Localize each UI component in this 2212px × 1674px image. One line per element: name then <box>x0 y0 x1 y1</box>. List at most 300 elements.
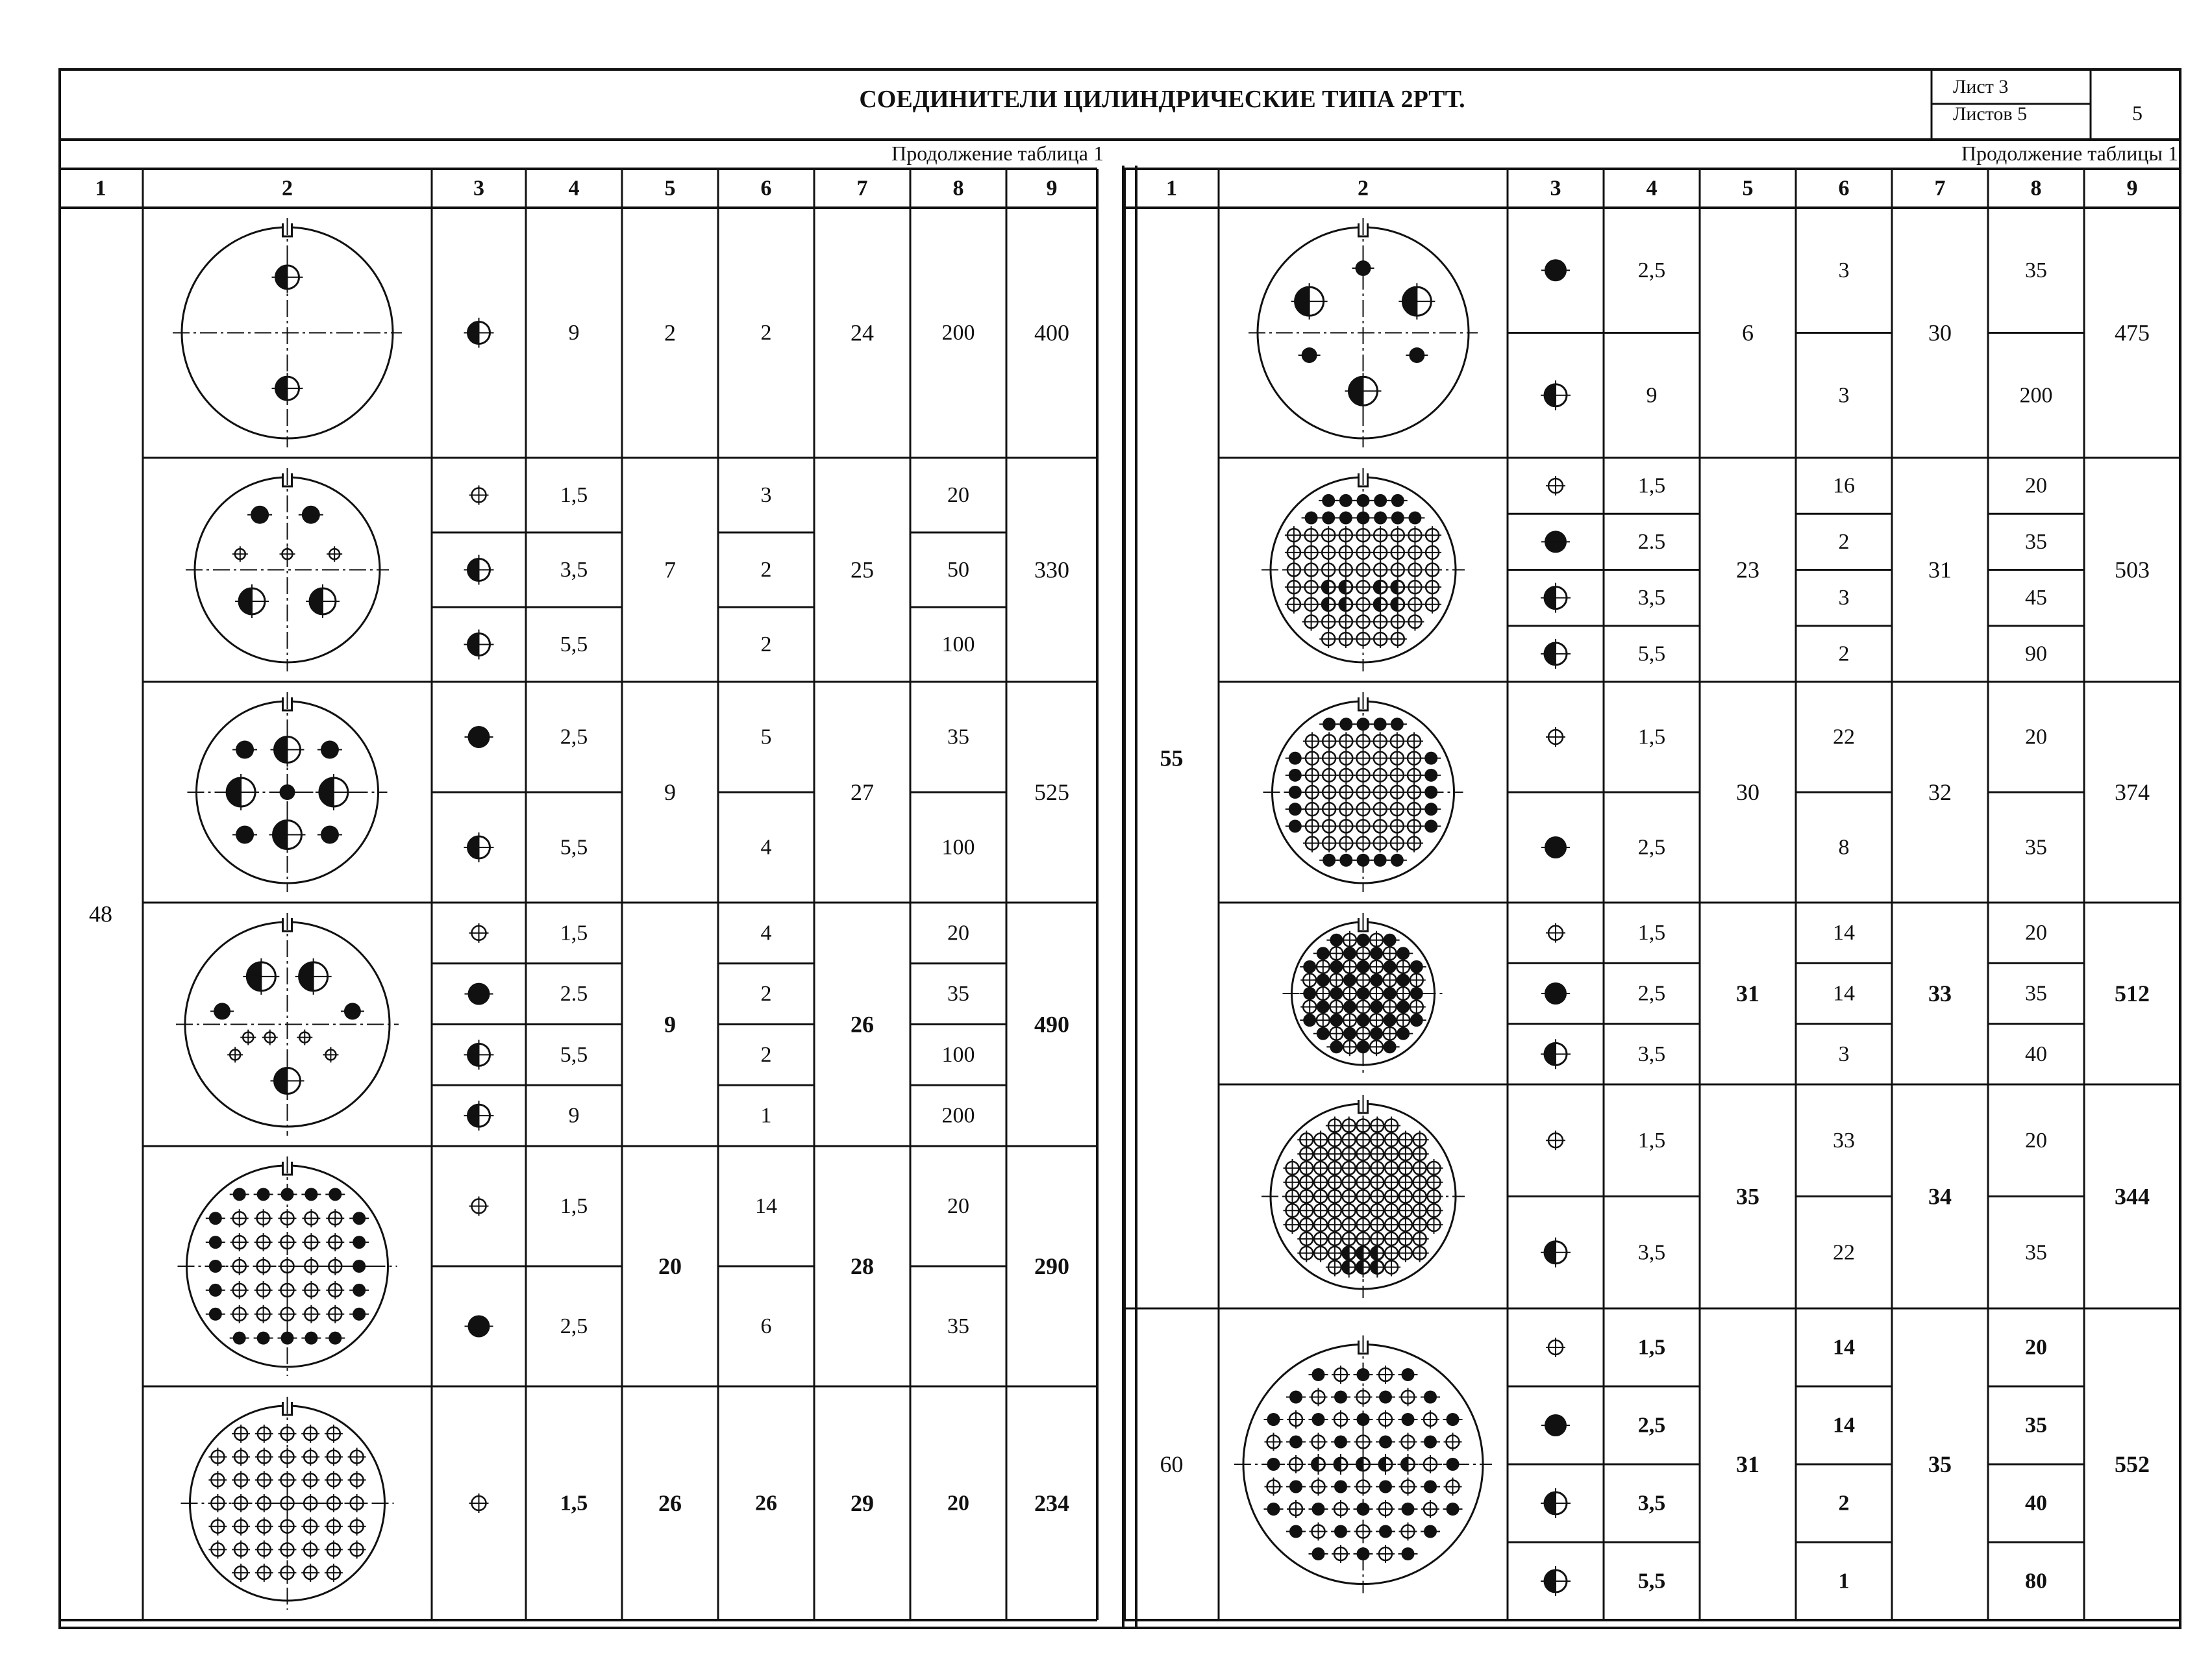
cell-col6: 3 <box>1838 586 1850 610</box>
cell-col8: 200 <box>941 1103 975 1128</box>
cross-contact-icon <box>348 1494 366 1512</box>
cross-contact-icon <box>302 1233 320 1251</box>
cell-col6: 26 <box>755 1491 777 1516</box>
cross-contact-icon <box>232 546 248 562</box>
cross-contact-icon <box>1388 732 1406 750</box>
cell-col8: 35 <box>2025 258 2047 282</box>
connector-face-drawing <box>173 218 402 447</box>
cross-contact-icon <box>1406 526 1424 544</box>
cross-contact-icon <box>1285 595 1303 614</box>
cross-contact-icon <box>1371 732 1389 750</box>
cross-contact-icon <box>232 1494 250 1512</box>
cell-col4: 2,5 <box>1637 258 1666 282</box>
cross-contact-icon <box>469 486 489 505</box>
cell-col8: 20 <box>947 1491 969 1516</box>
cross-contact-icon <box>1388 800 1406 818</box>
cross-contact-icon <box>1337 749 1355 768</box>
cross-contact-icon <box>1337 817 1355 835</box>
size-group-label: 60 <box>1160 1451 1184 1477</box>
cross-contact-icon <box>208 1471 227 1489</box>
cell-col4: 1,5 <box>1637 1128 1666 1153</box>
cross-contact-icon <box>327 546 342 562</box>
cross-contact-icon <box>279 1564 297 1582</box>
cell-col8: 35 <box>2025 1413 2047 1438</box>
column-header: 2 <box>1358 176 1369 201</box>
cell-col4: 1,5 <box>560 1194 588 1218</box>
cell-col6: 5 <box>760 725 772 749</box>
cross-contact-icon <box>208 1540 227 1558</box>
cross-contact-icon <box>1444 1478 1462 1496</box>
cross-contact-icon <box>1425 1216 1443 1234</box>
document-title: СОЕДИНИТЕЛИ ЦИЛИНДРИЧЕСКИЕ ТИПА 2РТТ. <box>859 86 1465 113</box>
cell-col9: 552 <box>2115 1451 2150 1477</box>
cross-contact-icon <box>1332 1410 1350 1429</box>
cross-contact-icon <box>325 1494 343 1512</box>
half-filled-contact-icon <box>464 832 494 862</box>
cross-contact-icon <box>1354 800 1373 818</box>
cell-col4: 9 <box>568 321 580 345</box>
cell-col4: 2,5 <box>560 725 588 749</box>
cross-contact-icon <box>1354 834 1373 853</box>
cross-contact-icon <box>1371 783 1389 801</box>
cross-contact-icon <box>1408 971 1426 989</box>
cross-contact-icon <box>1303 766 1321 784</box>
half-filled-contact-icon <box>295 958 332 995</box>
cell-col5: 9 <box>664 779 676 805</box>
cross-contact-icon <box>326 1305 344 1323</box>
column-header: 5 <box>664 176 676 201</box>
cell-col6: 4 <box>760 835 772 860</box>
column-header: 8 <box>2030 176 2042 201</box>
cell-col6: 14 <box>1833 1413 1855 1438</box>
cross-contact-icon <box>1371 561 1389 579</box>
cell-col6: 2 <box>1838 1491 1850 1516</box>
cross-contact-icon <box>326 1233 344 1251</box>
cell-col6: 1 <box>1838 1569 1850 1593</box>
half-filled-contact-icon <box>1541 1488 1571 1518</box>
cross-contact-icon <box>1320 783 1338 801</box>
cell-col8: 35 <box>2025 1240 2047 1265</box>
cell-col6: 2 <box>760 558 772 582</box>
cross-contact-icon <box>301 1494 319 1512</box>
cell-col7: 29 <box>851 1490 874 1516</box>
cross-contact-icon <box>1423 595 1441 614</box>
cross-contact-icon <box>1354 612 1373 631</box>
cell-col8: 35 <box>2025 835 2047 860</box>
cross-contact-icon <box>1408 998 1426 1016</box>
cross-contact-icon <box>255 1494 273 1512</box>
cross-contact-icon <box>1354 1478 1373 1496</box>
column-header: 5 <box>1742 176 1754 201</box>
cross-contact-icon <box>280 546 295 562</box>
cross-contact-icon <box>1354 766 1373 784</box>
cross-contact-icon <box>1309 1478 1327 1496</box>
cross-contact-icon <box>1332 1366 1350 1384</box>
cell-col4: 2,5 <box>1637 981 1666 1006</box>
cell-col6: 22 <box>1833 725 1855 749</box>
cross-contact-icon <box>255 1425 273 1443</box>
cross-contact-icon <box>1354 543 1373 562</box>
cross-contact-icon <box>1399 1388 1417 1406</box>
cell-col4: 5,5 <box>1637 642 1666 666</box>
cell-col7: 26 <box>851 1011 874 1038</box>
cell-col7: 33 <box>1928 981 1952 1006</box>
half-filled-contact-icon <box>1336 594 1356 615</box>
cross-contact-icon <box>1354 732 1373 750</box>
cross-contact-icon <box>1320 834 1338 853</box>
cell-col6: 8 <box>1838 835 1850 860</box>
cross-contact-icon <box>232 1471 250 1489</box>
cross-contact-icon <box>1389 612 1407 631</box>
cell-col4: 5,5 <box>560 1042 588 1067</box>
left-table-caption: Продолжение таблица 1 <box>891 142 1104 165</box>
cross-contact-icon <box>1405 766 1423 784</box>
cell-col6: 33 <box>1833 1128 1855 1153</box>
half-filled-contact-icon <box>1345 373 1382 409</box>
cross-contact-icon <box>232 1448 250 1466</box>
column-header: 1 <box>95 176 106 201</box>
cell-col7: 25 <box>851 556 874 583</box>
cross-contact-icon <box>255 1233 273 1251</box>
connector-face-drawing <box>181 1397 394 1610</box>
page-number: 5 <box>2132 101 2143 125</box>
cross-contact-icon <box>1337 543 1355 562</box>
cell-col5: 35 <box>1736 1183 1759 1210</box>
cross-contact-icon <box>1354 630 1373 648</box>
cross-contact-icon <box>1354 526 1373 544</box>
cross-contact-icon <box>1303 817 1321 835</box>
cross-contact-icon <box>1546 923 1565 943</box>
cross-contact-icon <box>1406 561 1424 579</box>
cross-contact-icon <box>230 1305 249 1323</box>
cell-col4: 2.5 <box>1637 529 1666 554</box>
cell-col5: 9 <box>664 1011 676 1038</box>
cross-contact-icon <box>1302 561 1321 579</box>
sheet-count-label: Листов 5 <box>1953 103 2028 125</box>
cross-contact-icon <box>1389 630 1407 648</box>
cross-contact-icon <box>279 1305 297 1323</box>
column-header: 7 <box>1934 176 1946 201</box>
sheet-frame <box>60 69 2180 1628</box>
column-header: 9 <box>1046 176 1058 201</box>
cross-contact-icon <box>1354 595 1373 614</box>
connector-table-svg <box>58 68 2181 1630</box>
cross-contact-icon <box>262 1030 278 1045</box>
cross-contact-icon <box>469 923 489 943</box>
cross-contact-icon <box>1287 1410 1305 1429</box>
cell-col5: 30 <box>1736 779 1759 805</box>
cross-contact-icon <box>323 1047 338 1062</box>
cross-contact-icon <box>1371 543 1389 562</box>
cell-col6: 22 <box>1833 1240 1855 1265</box>
cell-col8: 100 <box>941 835 975 860</box>
cross-contact-icon <box>302 1281 320 1299</box>
cross-contact-icon <box>1376 1500 1395 1518</box>
cell-col6: 3 <box>1838 1042 1850 1066</box>
cross-contact-icon <box>1371 526 1389 544</box>
cross-contact-icon <box>1337 526 1355 544</box>
cross-contact-icon <box>1303 834 1321 853</box>
cell-col9: 290 <box>1034 1253 1069 1279</box>
left-table <box>58 169 1097 1620</box>
cross-contact-icon <box>1354 578 1373 596</box>
connector-face-drawing <box>188 692 388 892</box>
cross-contact-icon <box>1389 526 1407 544</box>
cell-col4: 1,5 <box>1637 473 1666 498</box>
cell-col4: 5,5 <box>560 632 588 656</box>
cross-contact-icon <box>1332 1500 1350 1518</box>
cross-contact-icon <box>1421 1410 1439 1429</box>
cross-contact-icon <box>301 1425 319 1443</box>
cross-contact-icon <box>1302 578 1321 596</box>
half-filled-contact-icon <box>1541 381 1571 410</box>
cell-col6: 3 <box>1838 383 1850 408</box>
cell-col5: 31 <box>1736 1451 1759 1477</box>
cross-contact-icon <box>1337 834 1355 853</box>
cross-contact-icon <box>1309 1388 1327 1406</box>
cell-col9: 525 <box>1034 779 1069 805</box>
cross-contact-icon <box>1319 543 1337 562</box>
cross-contact-icon <box>348 1540 366 1558</box>
cross-contact-icon <box>1320 817 1338 835</box>
cross-contact-icon <box>301 1448 319 1466</box>
cell-col8: 45 <box>2025 586 2047 610</box>
cross-contact-icon <box>1406 578 1424 596</box>
cross-contact-icon <box>208 1494 227 1512</box>
connector-face-drawing <box>1263 692 1463 892</box>
cell-col6: 1 <box>760 1103 772 1128</box>
half-filled-contact-icon <box>1541 639 1571 669</box>
cross-contact-icon <box>279 1257 297 1275</box>
cross-contact-icon <box>255 1281 273 1299</box>
cell-col4: 9 <box>1646 383 1658 408</box>
column-header: 6 <box>760 176 772 201</box>
cell-col6: 14 <box>755 1194 777 1218</box>
cell-col8: 20 <box>947 921 969 945</box>
connector-face-drawing <box>1234 1336 1492 1593</box>
cross-contact-icon <box>469 1493 489 1513</box>
cross-contact-icon <box>279 1233 297 1251</box>
cross-contact-icon <box>1546 727 1565 747</box>
half-filled-contact-icon <box>243 958 279 995</box>
cross-contact-icon <box>301 1564 319 1582</box>
cross-contact-icon <box>1302 595 1321 614</box>
connector-face-drawing <box>178 1156 397 1376</box>
cell-col6: 3 <box>760 483 772 507</box>
cross-contact-icon <box>1354 1432 1373 1451</box>
cross-contact-icon <box>227 1047 243 1062</box>
cell-col8: 20 <box>2025 473 2047 498</box>
cross-contact-icon <box>326 1209 344 1227</box>
cross-contact-icon <box>1423 543 1441 562</box>
cross-contact-icon <box>1546 476 1565 495</box>
cross-contact-icon <box>230 1281 249 1299</box>
cross-contact-icon <box>302 1257 320 1275</box>
cell-col4: 9 <box>568 1103 580 1128</box>
cell-col6: 4 <box>760 921 772 945</box>
cell-col6: 2 <box>760 982 772 1006</box>
cross-contact-icon <box>1287 1455 1305 1473</box>
cell-col6: 14 <box>1833 981 1855 1006</box>
cross-contact-icon <box>1354 1523 1373 1541</box>
cross-contact-icon <box>255 1471 273 1489</box>
cross-contact-icon <box>1371 630 1389 648</box>
cross-contact-icon <box>1376 1545 1395 1563</box>
cross-contact-icon <box>1546 1338 1565 1357</box>
right-table-caption: Продолжение таблицы 1 <box>1961 142 2178 165</box>
cross-contact-icon <box>1406 543 1424 562</box>
cross-contact-icon <box>301 1540 319 1558</box>
cross-contact-icon <box>255 1257 273 1275</box>
cross-contact-icon <box>279 1494 297 1512</box>
connector-face-drawing <box>1261 1095 1465 1298</box>
cross-contact-icon <box>1405 800 1423 818</box>
cross-contact-icon <box>1285 543 1303 562</box>
cross-contact-icon <box>208 1448 227 1466</box>
cross-contact-icon <box>326 1257 344 1275</box>
cell-col8: 40 <box>2025 1042 2047 1066</box>
cell-col7: 24 <box>851 319 874 346</box>
column-header: 9 <box>2126 176 2138 201</box>
cell-col4: 2,5 <box>1637 835 1666 860</box>
cross-contact-icon <box>1388 783 1406 801</box>
cell-col9: 374 <box>2115 779 2150 805</box>
cross-contact-icon <box>1371 800 1389 818</box>
cross-contact-icon <box>1309 1523 1327 1541</box>
cross-contact-icon <box>208 1518 227 1536</box>
cell-col4: 1,5 <box>1637 725 1666 749</box>
drawing-sheet <box>58 68 2181 1630</box>
cross-contact-icon <box>1423 578 1441 596</box>
half-filled-contact-icon <box>1330 1454 1351 1475</box>
cell-col5: 20 <box>658 1253 682 1279</box>
half-filled-contact-icon <box>272 262 303 293</box>
half-filled-contact-icon <box>464 555 494 585</box>
cross-contact-icon <box>1421 1455 1439 1473</box>
cell-col9: 344 <box>2115 1183 2150 1210</box>
half-filled-contact-icon <box>306 584 340 618</box>
cross-contact-icon <box>1546 1131 1565 1150</box>
cross-contact-icon <box>1411 1244 1429 1262</box>
cell-col4: 5,5 <box>1637 1569 1666 1593</box>
cell-col8: 100 <box>941 1042 975 1067</box>
cross-contact-icon <box>1405 783 1423 801</box>
cross-contact-icon <box>1421 1500 1439 1518</box>
cross-contact-icon <box>1303 783 1321 801</box>
cross-contact-icon <box>325 1518 343 1536</box>
cross-contact-icon <box>1388 817 1406 835</box>
cross-contact-icon <box>279 1209 297 1227</box>
cell-col4: 3,5 <box>1637 586 1666 610</box>
connector-face-drawing <box>1283 913 1444 1074</box>
column-header: 1 <box>1166 176 1177 201</box>
cross-contact-icon <box>279 1471 297 1489</box>
cell-col8: 20 <box>947 1194 969 1218</box>
cross-contact-icon <box>1388 834 1406 853</box>
cross-contact-icon <box>1302 612 1321 631</box>
cross-contact-icon <box>1309 1432 1327 1451</box>
cross-contact-icon <box>240 1030 256 1045</box>
cross-contact-icon <box>1302 543 1321 562</box>
cell-col7: 32 <box>1928 779 1952 805</box>
cross-contact-icon <box>1320 766 1338 784</box>
half-filled-contact-icon <box>464 318 494 348</box>
cross-contact-icon <box>325 1540 343 1558</box>
cell-col8: 40 <box>2025 1491 2047 1516</box>
cross-contact-icon <box>1285 526 1303 544</box>
cross-contact-icon <box>230 1233 249 1251</box>
cell-col8: 20 <box>2025 1128 2047 1153</box>
cell-col4: 1,5 <box>1637 921 1666 945</box>
cross-contact-icon <box>1444 1432 1462 1451</box>
cross-contact-icon <box>1382 1258 1400 1277</box>
cross-contact-icon <box>255 1540 273 1558</box>
cell-col9: 234 <box>1034 1490 1069 1516</box>
cross-contact-icon <box>1354 783 1373 801</box>
cell-col7: 30 <box>1928 319 1952 346</box>
cross-contact-icon <box>1320 732 1338 750</box>
cell-col6: 14 <box>1833 1335 1855 1360</box>
cross-contact-icon <box>1319 630 1337 648</box>
cross-contact-icon <box>1406 595 1424 614</box>
cross-contact-icon <box>1287 1500 1305 1518</box>
half-filled-contact-icon <box>272 373 303 404</box>
cross-contact-icon <box>1320 749 1338 768</box>
cross-contact-icon <box>1405 732 1423 750</box>
cross-contact-icon <box>255 1518 273 1536</box>
connector-face-drawing <box>186 468 389 671</box>
column-header: 3 <box>473 176 484 201</box>
half-filled-contact-icon <box>269 816 306 853</box>
cell-col4: 1,5 <box>560 483 588 507</box>
cross-contact-icon <box>325 1471 343 1489</box>
half-filled-contact-icon <box>271 733 304 767</box>
cross-contact-icon <box>326 1281 344 1299</box>
cross-contact-icon <box>1337 783 1355 801</box>
cell-col8: 90 <box>2025 642 2047 666</box>
half-filled-contact-icon <box>223 774 259 810</box>
cross-contact-icon <box>1423 526 1441 544</box>
right-table <box>1125 169 2180 1620</box>
cross-contact-icon <box>1389 561 1407 579</box>
cross-contact-icon <box>1320 800 1338 818</box>
cross-contact-icon <box>1303 800 1321 818</box>
cross-contact-icon <box>1337 630 1355 648</box>
cross-contact-icon <box>279 1448 297 1466</box>
cross-contact-icon <box>1376 1410 1395 1429</box>
cell-col5: 26 <box>658 1490 682 1516</box>
cross-contact-icon <box>1264 1432 1282 1451</box>
cell-col8: 20 <box>2025 725 2047 749</box>
cross-contact-icon <box>1399 1478 1417 1496</box>
half-filled-contact-icon <box>1375 1454 1396 1475</box>
cross-contact-icon <box>232 1540 250 1558</box>
cell-col6: 3 <box>1838 258 1850 282</box>
cross-contact-icon <box>1406 612 1424 631</box>
title-block <box>859 76 2178 165</box>
half-filled-contact-icon <box>464 630 494 660</box>
cell-col4: 5,5 <box>560 835 588 860</box>
column-header: 6 <box>1838 176 1850 201</box>
cell-col4: 2,5 <box>1637 1413 1666 1438</box>
cell-col4: 3,5 <box>1637 1491 1666 1516</box>
cross-contact-icon <box>232 1518 250 1536</box>
cross-contact-icon <box>301 1518 319 1536</box>
cross-contact-icon <box>1319 612 1337 631</box>
cell-col9: 490 <box>1034 1011 1069 1038</box>
half-filled-contact-icon <box>464 1040 494 1069</box>
cell-col7: 31 <box>1928 556 1952 583</box>
